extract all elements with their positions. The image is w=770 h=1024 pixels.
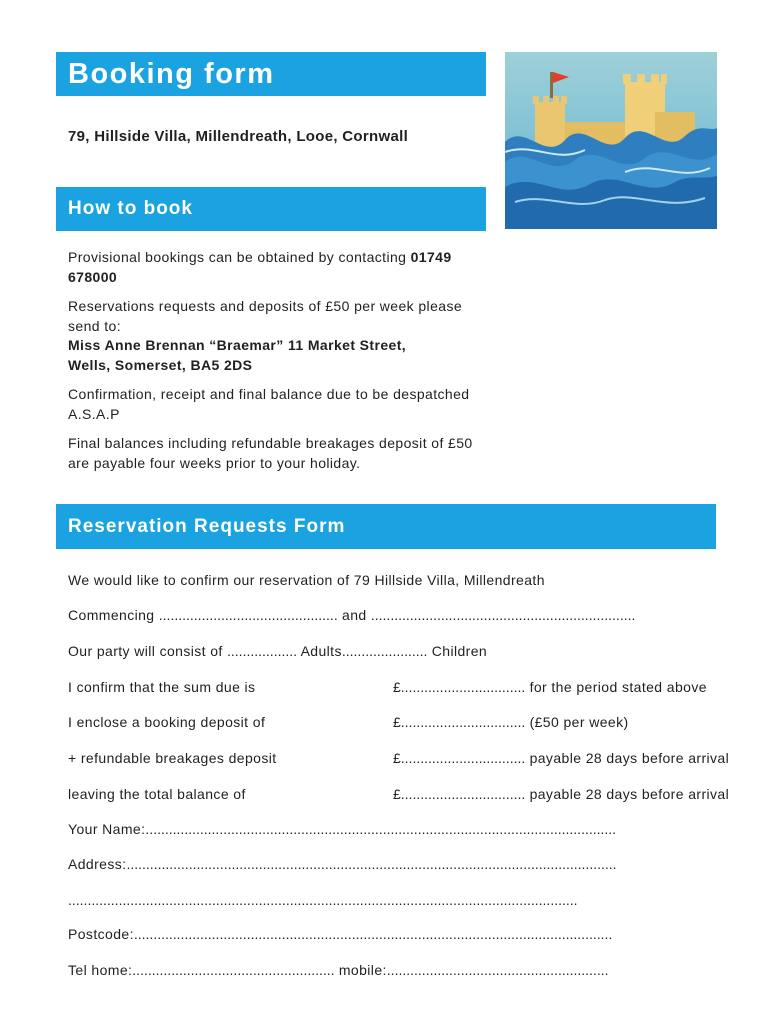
sum-due-label: I confirm that the sum due is: [68, 679, 256, 695]
send-paragraph: [68, 297, 488, 375]
name-label: Your Name:: [68, 821, 146, 837]
address-line-2: [68, 892, 578, 908]
confirmation-paragraph: Confirmation, receipt and final balance due to be despatched A.S.A.P: [68, 386, 470, 422]
balance-field[interactable]: £................................: [393, 786, 526, 802]
postcode-line: [68, 926, 612, 942]
property-address: 79, Hillside Villa, Millendreath, Looe, Cornwall: [68, 128, 409, 145]
breakages-field[interactable]: £................................: [393, 750, 526, 766]
postcode-label: Postcode:: [68, 926, 134, 942]
contact-paragraph: [68, 248, 488, 287]
children-field[interactable]: ......................: [341, 643, 428, 659]
send-text: Reservations requests and deposits of £50 per week please send to:: [68, 298, 463, 334]
contact-text: Provisional bookings can be obtained by contacting: [68, 249, 411, 265]
contact-phone: 01749 678000: [68, 249, 452, 285]
mobile-field[interactable]: .........................................................: [386, 962, 609, 978]
name-line: [68, 821, 616, 837]
postcode-field[interactable]: ...........................................................................................................................: [133, 926, 613, 942]
form-intro: We would like to confirm our reservation of 79 Hillside Villa, Millendreath: [68, 572, 545, 588]
how-to-book-text: [68, 248, 488, 483]
how-to-book-heading: How to book: [56, 187, 486, 231]
party-line: [68, 643, 487, 659]
address-field[interactable]: ..............................................................................................................................: [126, 856, 617, 872]
children-label: Children: [431, 643, 488, 659]
address-line: [68, 856, 617, 872]
deposit-label: I enclose a booking deposit of: [68, 714, 266, 730]
address-field-2[interactable]: ...................................................................................................................................: [68, 892, 578, 908]
deposit-row: [68, 714, 629, 730]
end-date-field[interactable]: ....................................................................: [370, 607, 636, 623]
mobile-label: mobile:: [338, 962, 387, 978]
sum-due-field[interactable]: £................................: [393, 679, 526, 695]
sandcastle-image: [505, 52, 717, 229]
sandcastle-illustration: [505, 52, 717, 229]
tel-home-field[interactable]: ....................................................: [132, 962, 335, 978]
commencing-label: Commencing: [68, 607, 155, 623]
breakages-suffix: payable 28 days before arrival: [529, 750, 730, 766]
sum-due-suffix: for the period stated above: [529, 679, 707, 695]
and-label: and: [342, 607, 367, 623]
adults-label: Adults: [300, 643, 342, 659]
balance-suffix: payable 28 days before arrival: [529, 786, 730, 802]
sum-due-row: [68, 679, 707, 695]
balance-row: [68, 786, 730, 802]
name-field[interactable]: .........................................................................................................................: [145, 821, 617, 837]
reservation-form-heading: Reservation Requests Form: [56, 504, 716, 549]
send-address-line2: Wells, Somerset, BA5 2DS: [68, 356, 253, 373]
tel-home-label: Tel home:: [68, 962, 133, 978]
breakages-row: [68, 750, 730, 766]
final-balance-paragraph: Final balances including refundable breakages deposit of £50 are payable four weeks prior to your holiday.: [68, 435, 473, 471]
address-label: Address:: [68, 856, 127, 872]
adults-field[interactable]: ..................: [227, 643, 298, 659]
page-title: Booking form: [56, 52, 486, 96]
commencing-line: [68, 607, 635, 623]
tel-line: [68, 962, 609, 978]
balance-label: leaving the total balance of: [68, 786, 246, 802]
party-label: Our party will consist of: [68, 643, 223, 659]
deposit-field[interactable]: £................................: [393, 714, 526, 730]
commencing-field[interactable]: ..............................................: [158, 607, 338, 623]
breakages-label: + refundable breakages deposit: [68, 750, 277, 766]
deposit-suffix: (£50 per week): [529, 714, 629, 730]
send-address-line1: Miss Anne Brennan “Braemar” 11 Market Street,: [68, 337, 407, 353]
